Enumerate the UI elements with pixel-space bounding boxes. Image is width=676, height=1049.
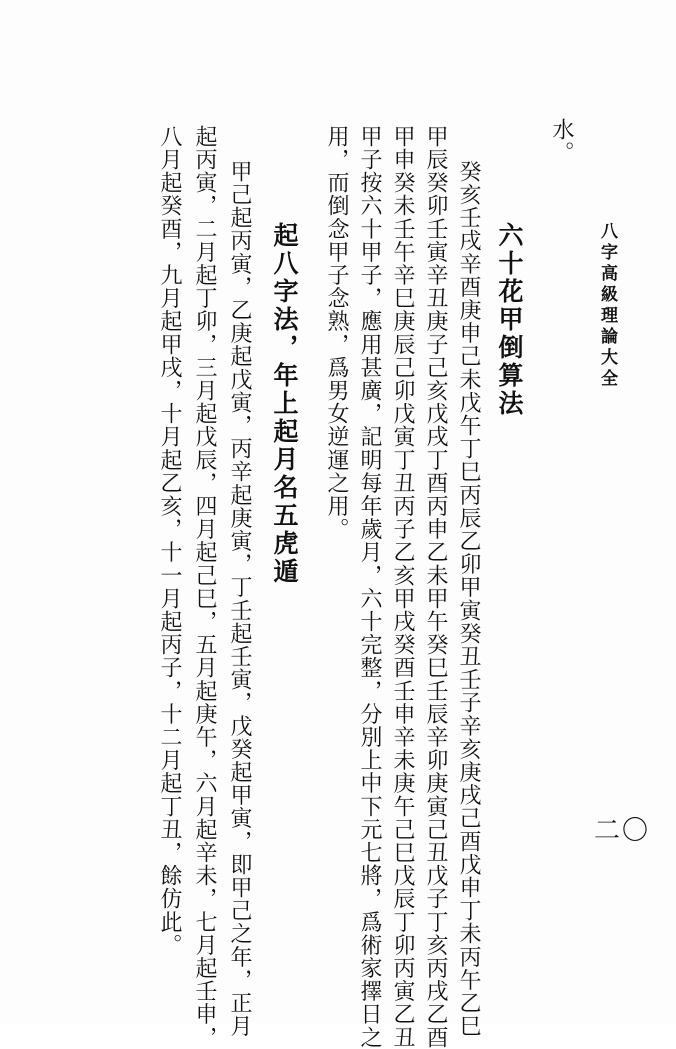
section1-line: 癸亥壬戌辛酉庚申己未戊午丁巳丙辰乙卯甲寅癸丑壬子辛亥庚戌己酉戊申丁未丙午乙巳 bbox=[456, 160, 481, 1038]
section2-line: 起丙寅，二月起丁卯，三月起戊辰，四月起己巳，五月起庚午，六月起辛未，七月起壬申， bbox=[192, 125, 217, 1049]
section1-line: 甲子按六十甲子，應用甚廣，記明每年歲月，六十完整，分別上中下元七將，爲術家擇日之 bbox=[357, 125, 382, 1049]
section2-line: 甲己起丙寅，乙庚起戊寅，丙辛起庚寅，丁壬起壬寅，戊癸起甲寅，即甲己之年，正月 bbox=[227, 160, 252, 1038]
section2-line: 八月起癸酉，九月起甲戌，十月起乙亥，十一月起丙子，十二月起丁丑，餘仿此。 bbox=[157, 125, 182, 957]
running-title: 八字高級理論大全 bbox=[597, 222, 617, 390]
section1-line: 甲申癸未壬午辛巳庚辰己卯戊寅丁丑丙子乙亥甲戌癸酉壬申辛未庚午己巳戊辰丁卯丙寅乙丑 bbox=[390, 125, 415, 1049]
continued-text: 水。 bbox=[549, 118, 574, 165]
page-number: 二〇 bbox=[594, 816, 651, 846]
section1-line: 用，而倒念甲子念熟，爲男女逆運之用。 bbox=[324, 125, 349, 541]
section1-line: 甲辰癸卯壬寅辛丑庚子己亥戊戌丁酉丙申乙未甲午癸巳壬辰辛卯庚寅己丑戊子丁亥丙戌乙酉 bbox=[423, 125, 448, 1049]
section-heading-sixty-jiazi-reverse: 六十花甲倒算法 bbox=[495, 222, 524, 418]
section-heading-year-month-method: 起八字法，年上起月名五虎遁 bbox=[270, 222, 299, 586]
